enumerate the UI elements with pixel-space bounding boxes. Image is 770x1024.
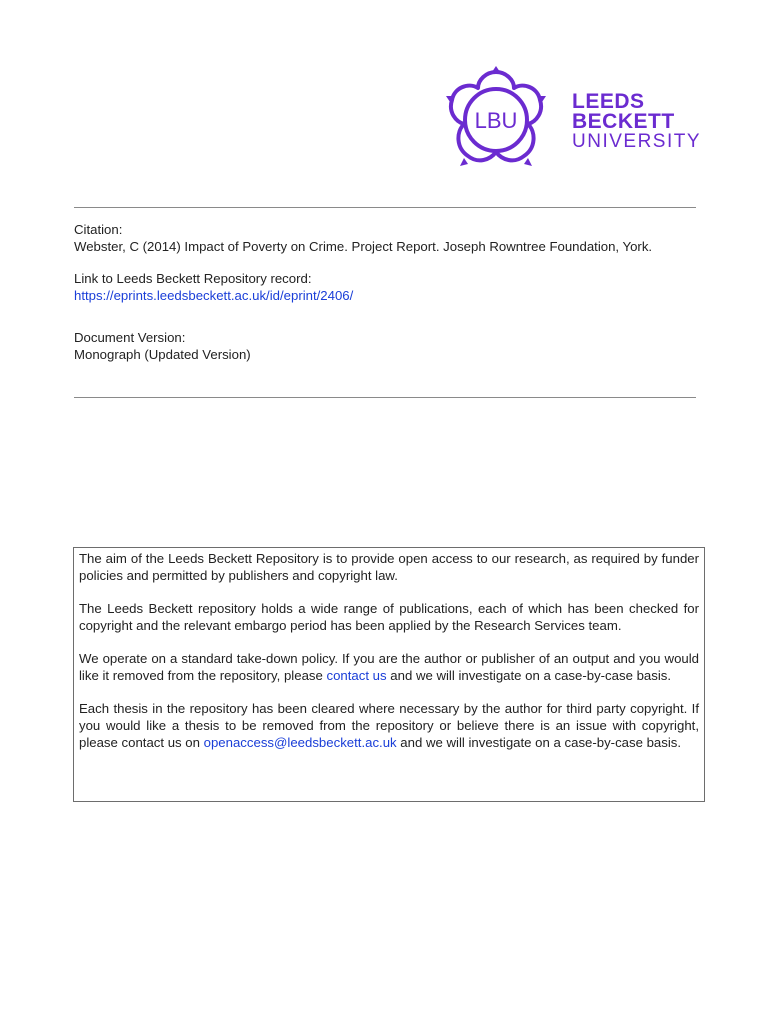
citation-label: Citation: [74, 222, 123, 237]
bottom-divider [74, 397, 696, 398]
logo-wordmark [572, 92, 701, 152]
takedown-text-after: and we will investigate on a case-by-case basis. [386, 668, 672, 683]
logo-line-leeds: LEEDS [572, 90, 645, 113]
thesis-text-before: Each thesis in the repository has been cleared where necessary by the author for third party copyright. If you would like a thesis to be removed from the repository or believe there is an issue with copyright, please contact us on [79, 701, 699, 750]
openaccess-email-link[interactable]: openaccess@leedsbeckett.ac.uk [203, 735, 397, 750]
logo-monogram: LBU [474, 108, 518, 133]
repository-section [74, 270, 353, 304]
version-value: Monograph (Updated Version) [74, 347, 251, 362]
notice-paragraph-aim: The aim of the Leeds Beckett Repository is to provide open access to our research, as required by funder policies and permitted by publishers and copyright law. [79, 551, 699, 583]
notice-paragraph-thesis [79, 700, 699, 751]
takedown-text-before: We operate on a standard take-down policy. If you are the author or publisher of an output and you would like it removed from the repository, please [79, 651, 699, 683]
citation-section [74, 221, 652, 255]
notice-paragraph-publications: The Leeds Beckett repository holds a wide range of publications, each of which has been checked for copyright and the relevant embargo period has been applied by the Research Services team. [79, 601, 699, 633]
university-logo [440, 66, 710, 176]
repository-notice-box [73, 547, 705, 802]
version-label: Document Version: [74, 330, 186, 345]
logo-line-university: UNIVERSITY [572, 131, 702, 152]
logo-line-beckett: BECKETT [572, 110, 675, 133]
version-section [74, 329, 251, 363]
top-divider [74, 207, 696, 208]
contact-us-link[interactable]: contact us [326, 668, 387, 683]
citation-text: Webster, C (2014) Impact of Poverty on Crime. Project Report. Joseph Rowntree Foundation, York. [74, 239, 653, 254]
thesis-text-after: and we will investigate on a case-by-case basis. [396, 735, 682, 750]
repository-link[interactable]: https://eprints.leedsbeckett.ac.uk/id/eprint/2406/ [74, 288, 354, 303]
notice-paragraph-takedown [79, 650, 699, 684]
repository-label: Link to Leeds Beckett Repository record: [74, 271, 312, 286]
rose-emblem-icon [440, 66, 552, 174]
